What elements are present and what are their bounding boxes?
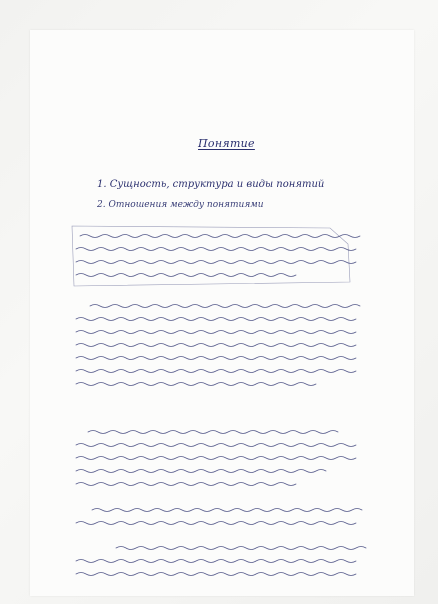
paragraph-2-line [76,318,356,321]
list-item-1: 1. Сущность, структура и виды понятий [97,179,325,190]
paragraph-2-line [76,357,356,360]
paragraph-1-line [76,274,296,277]
paragraph-4-line [76,522,356,525]
page-title: Понятие [198,137,255,150]
paragraph-1-line [76,248,356,251]
paragraph-3-line [76,457,356,460]
paragraph-4-line [92,509,362,512]
paragraph-3-line [76,444,356,447]
paragraph-2-line [76,331,356,334]
paragraph-5-line [76,560,356,563]
paragraph-3-line [76,483,296,486]
paragraph-3-line [88,431,338,434]
paragraph-5-line [116,547,366,550]
handwriting-strokes [30,30,414,596]
paragraph-3-line [76,470,326,473]
paragraph-5-line [76,573,356,576]
paragraph-1-line [80,235,360,238]
handwritten-page [30,30,414,596]
paragraph-2-line [76,383,316,386]
paragraph-1-line [76,261,356,264]
list-item-2: 2. Отношения между понятиями [97,200,264,210]
paragraph-2-line [76,344,356,347]
paragraph-2-line [76,370,356,373]
paragraph-2-line [90,305,360,308]
